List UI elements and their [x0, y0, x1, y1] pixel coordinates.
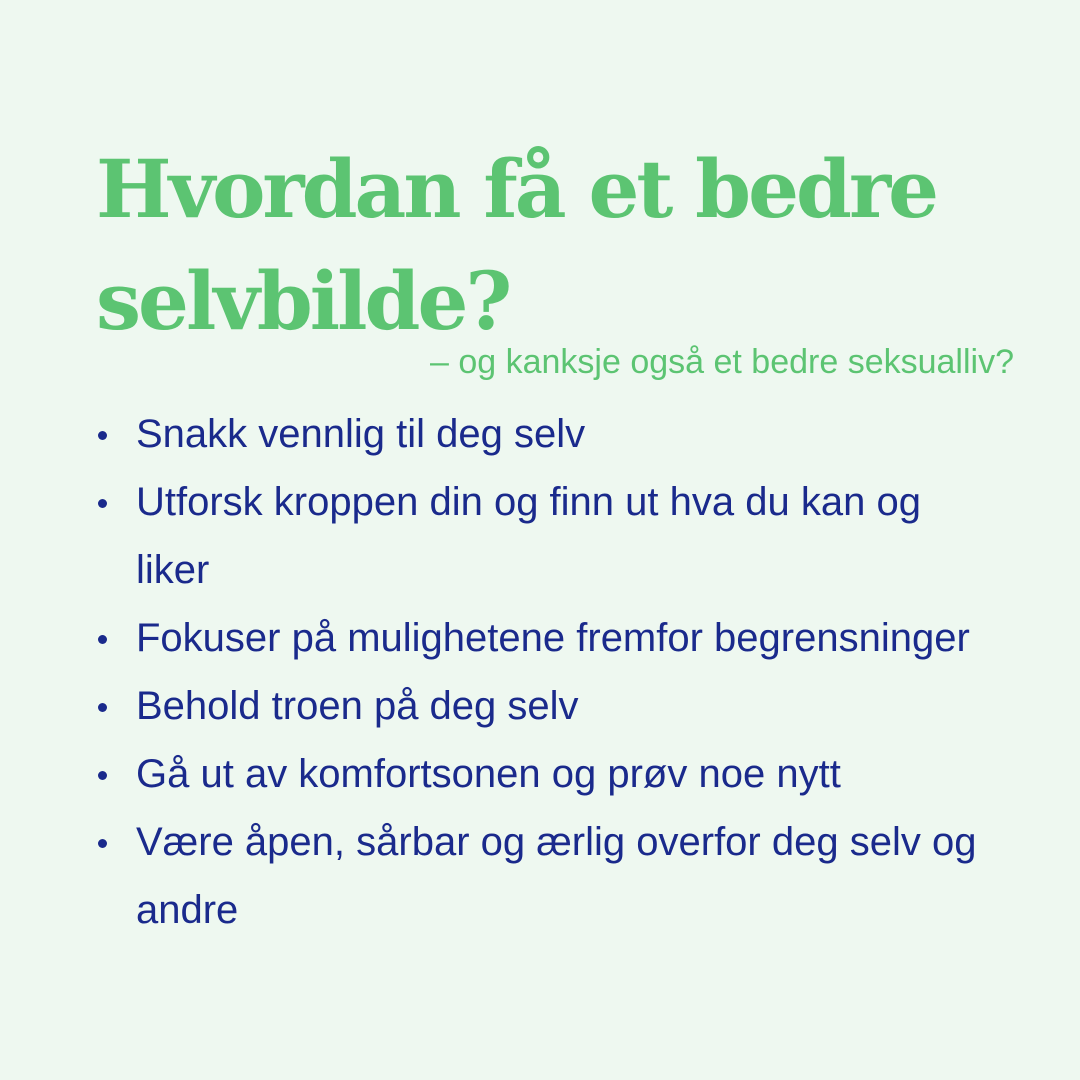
- bullet-icon: [98, 771, 107, 780]
- list-item-text: Være åpen, sårbar og ærlig overfor deg selv og andre: [136, 820, 977, 932]
- list-item: [95, 604, 995, 672]
- list-item: [95, 468, 995, 604]
- list-item: [95, 400, 995, 468]
- list-item-text: Behold troen på deg selv: [136, 684, 579, 728]
- list-item: [95, 740, 995, 808]
- list-item-text: Snakk vennlig til deg selv: [136, 412, 586, 456]
- bullet-icon: [98, 635, 107, 644]
- list-item-text: Fokuser på mulighetene fremfor begrensninger: [136, 616, 970, 660]
- tips-list: [95, 400, 995, 944]
- subtitle: – og kanksje også et bedre seksualliv?: [429, 343, 1014, 381]
- list-item: [95, 672, 995, 740]
- list-item: [95, 808, 995, 944]
- list-item-text: Utforsk kroppen din og finn ut hva du kan og liker: [136, 480, 921, 592]
- list-item-text: Gå ut av komfortsonen og prøv noe nytt: [136, 752, 841, 796]
- bullet-icon: [98, 839, 107, 848]
- bullet-icon: [98, 703, 107, 712]
- bullet-icon: [98, 431, 107, 440]
- page-title: Hvordan få et bedre selvbilde?: [96, 142, 936, 348]
- bullet-icon: [98, 499, 107, 508]
